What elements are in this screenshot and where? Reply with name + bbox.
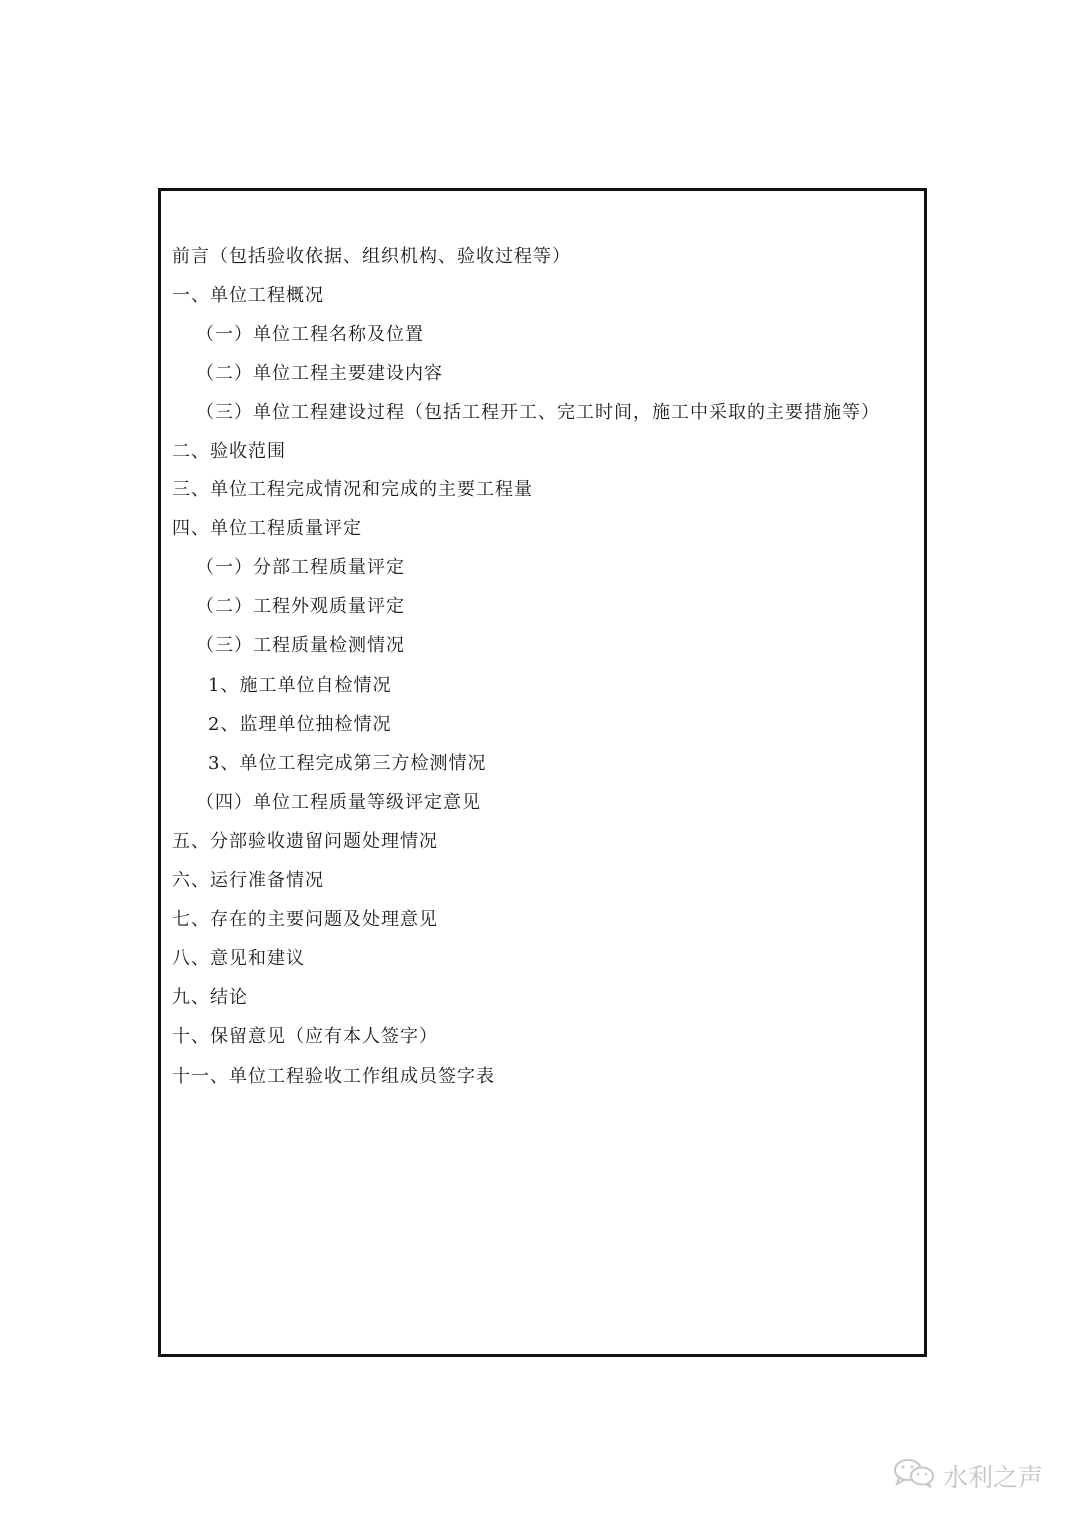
- outline-item-5: 五、分部验收遗留问题处理情况: [172, 831, 438, 852]
- outline-item-7: 七、存在的主要问题及处理意见: [172, 909, 438, 930]
- outline-item-4-3-2: 2、监理单位抽检情况: [208, 714, 392, 735]
- outline-item-1-3: （三）单位工程建设过程（包括工程开工、完工时间，施工中采取的主要措施等）: [196, 402, 880, 423]
- outline-item-4-4: （四）单位工程质量等级评定意见: [196, 792, 481, 813]
- outline-item-1-2: （二）单位工程主要建设内容: [196, 363, 443, 384]
- outline-item-1: 一、单位工程概况: [172, 285, 324, 306]
- outline-item-4-3-1: 1、施工单位自检情况: [208, 675, 392, 696]
- outline-item-9: 九、结论: [172, 987, 248, 1008]
- outline-item-2: 二、验收范围: [172, 441, 286, 462]
- outline-item-4-2: （二）工程外观质量评定: [196, 596, 405, 617]
- watermark-text: 水利之声: [943, 1463, 1044, 1492]
- outline-item-preface: 前言（包括验收依据、组织机构、验收过程等）: [172, 246, 571, 267]
- outline-item-11: 十一、单位工程验收工作组成员签字表: [172, 1066, 495, 1087]
- outline-item-8: 八、意见和建议: [172, 948, 305, 969]
- outline-item-4-3-3: 3、单位工程完成第三方检测情况: [208, 753, 487, 774]
- watermark: [893, 1458, 1043, 1494]
- outline-item-6: 六、运行准备情况: [172, 870, 324, 891]
- outline-item-4-3: （三）工程质量检测情况: [196, 635, 405, 656]
- outline-item-4-1: （一）分部工程质量评定: [196, 557, 405, 578]
- wechat-icon: [893, 1458, 943, 1494]
- outline-item-1-1: （一）单位工程名称及位置: [196, 324, 424, 345]
- outline-item-10: 十、保留意见（应有本人签字）: [172, 1026, 438, 1047]
- outline-item-3: 三、单位工程完成情况和完成的主要工程量: [172, 479, 533, 500]
- outline-item-4: 四、单位工程质量评定: [172, 518, 362, 539]
